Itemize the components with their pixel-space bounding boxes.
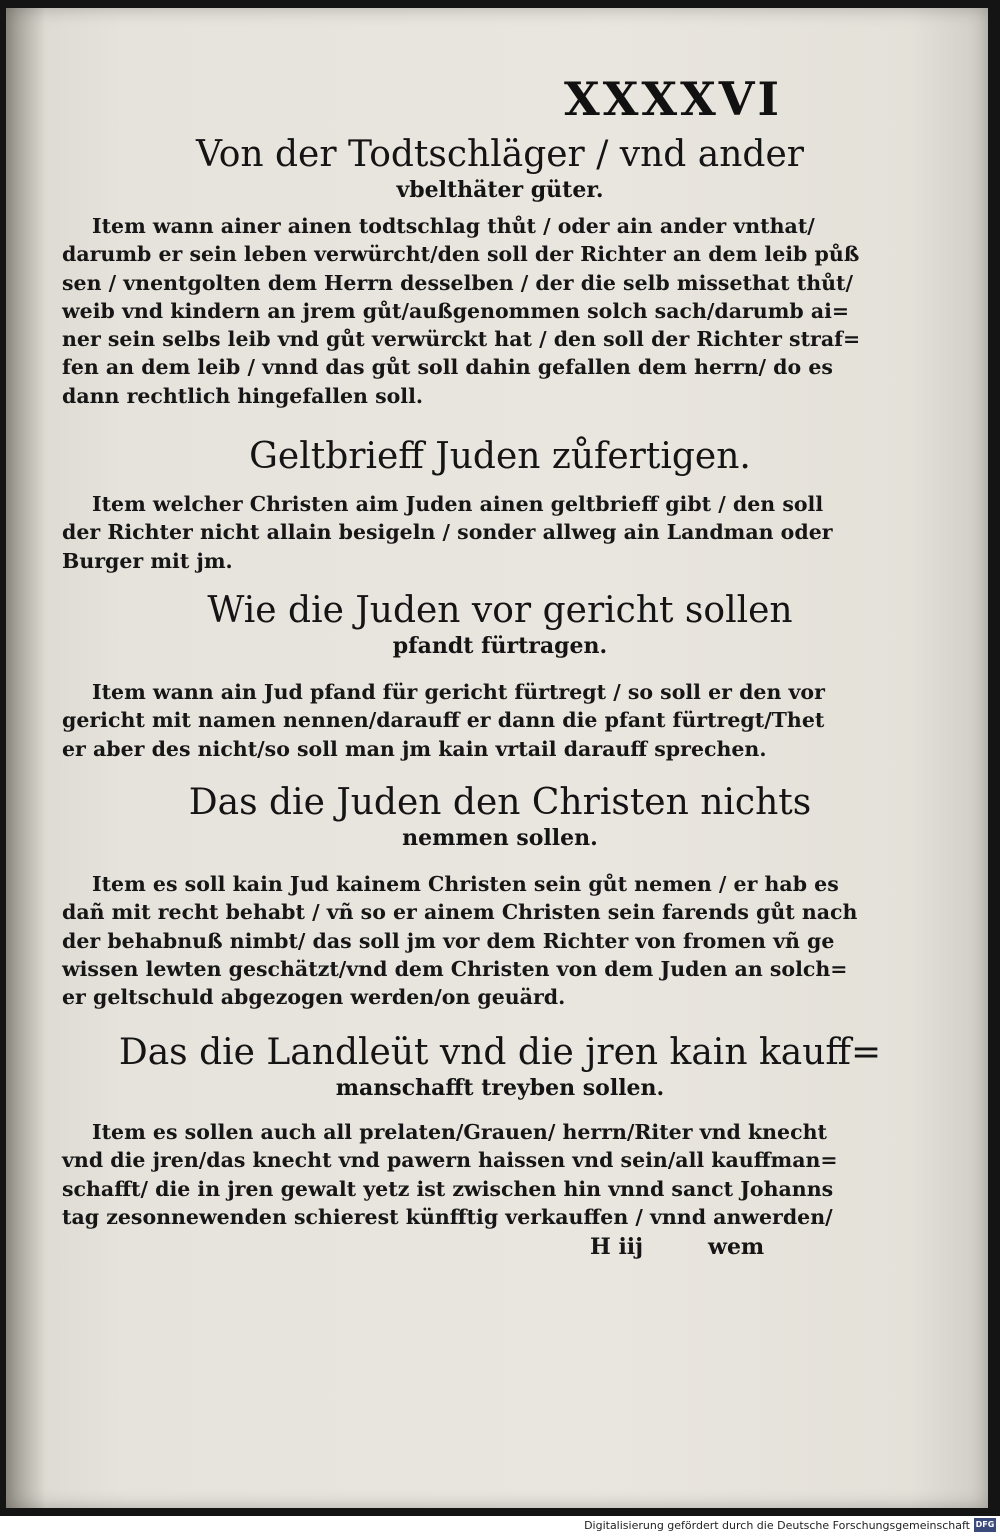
section-heading-3 <box>0 590 1000 660</box>
section-subtitle: vbelthäter güter. <box>396 177 604 203</box>
text-line: ner sein selbs leib vnd gůt verwürckt hat / den soll der Richter straf= <box>62 327 861 352</box>
section-heading-2 <box>0 436 1000 478</box>
section-heading-4 <box>0 782 1000 852</box>
text-line: weib vnd kindern an jrem gůt/außgenommen solch sach/darumb ai= <box>62 298 850 323</box>
section-heading-5 <box>0 1032 1000 1102</box>
section-subtitle: manschafft treyben sollen. <box>335 1075 665 1101</box>
text-line: dann rechtlich hingefallen soll. <box>62 383 424 408</box>
paragraph-4 <box>62 870 858 1011</box>
section-subtitle: pfandt fürtragen. <box>392 633 608 659</box>
text-line: darumb er sein leben verwürcht/den soll der Richter an dem leib půß <box>62 242 860 267</box>
folio-number: XXXXVI <box>564 72 782 126</box>
text-line: Item es sollen auch all prelaten/Grauen/ herrn/Riter vnd knecht <box>92 1120 827 1144</box>
paragraph-5 <box>62 1118 838 1231</box>
text-line: Item wann ainer ainen todtschlag thůt / oder ain ander vnthat/ <box>92 214 815 238</box>
catchword: wem <box>708 1234 765 1260</box>
text-line: wissen lewten geschätzt/vnd dem Christen von dem Juden an solch= <box>62 956 848 981</box>
text-line: Item wann ain Jud pfand für gericht fürtregt / so soll er den vor <box>92 680 825 704</box>
text-line: schafft/ die in jren gewalt yetz ist zwischen hin vnnd sanct Johanns <box>62 1176 834 1201</box>
section-heading-1 <box>0 134 1000 204</box>
section-title: Das die Juden den Christen nichts <box>188 782 812 823</box>
paragraph-3 <box>62 678 825 763</box>
text-line: er geltschuld abgezogen werden/on geuärd. <box>62 985 566 1010</box>
text-line: sen / vnentgolten dem Herrn desselben / der die selb missethat thůt/ <box>62 270 853 295</box>
section-title: Das die Landleüt vnd die jren kain kauff= <box>118 1032 882 1073</box>
text-line: gericht mit namen nennen/darauff er dann die pfant fürtregt/Thet <box>62 708 825 733</box>
section-title: Von der Todtschläger / vnd ander <box>196 134 804 175</box>
text-line: der behabnuß nimbt/ das soll jm vor dem Richter von fromen vñ ge <box>62 928 835 953</box>
text-line: fen an dem leib / vnnd das gůt soll dahin gefallen dem herrn/ do es <box>62 355 833 380</box>
text-line: tag zesonnewenden schierest künfftig verkauffen / vnnd anwerden/ <box>62 1204 833 1229</box>
text-line: Burger mit jm. <box>62 548 233 573</box>
text-line: dañ mit recht behabt / vñ so er ainem Christen sein farends gůt nach <box>62 900 858 925</box>
section-title: Geltbrieff Juden zůfertigen. <box>249 436 751 477</box>
text-line: Item es soll kain Jud kainem Christen sein gůt nemen / er hab es <box>92 872 839 896</box>
dfg-logo: DFG <box>974 1518 996 1532</box>
text-line: er aber des nicht/so soll man jm kain vrtail darauff sprechen. <box>62 736 767 761</box>
paragraph-1 <box>62 212 861 410</box>
footer-credit: Digitalisierung gefördert durch die Deutsche Forschungsgemeinschaft <box>584 1519 970 1532</box>
section-title: Wie die Juden vor gericht sollen <box>207 590 793 631</box>
text-line: der Richter nicht allain besigeln / sonder allweg ain Landman oder <box>62 520 833 545</box>
text-line: Item welcher Christen aim Juden ainen geltbrieff gibt / den soll <box>92 492 824 516</box>
paragraph-2 <box>62 490 833 575</box>
text-line: vnd die jren/das knecht vnd pawern haissen vnd sein/all kauffman= <box>62 1148 838 1173</box>
section-subtitle: nemmen sollen. <box>402 825 598 851</box>
signature-mark: H iij <box>590 1234 644 1260</box>
spine-shadow <box>6 8 46 1508</box>
